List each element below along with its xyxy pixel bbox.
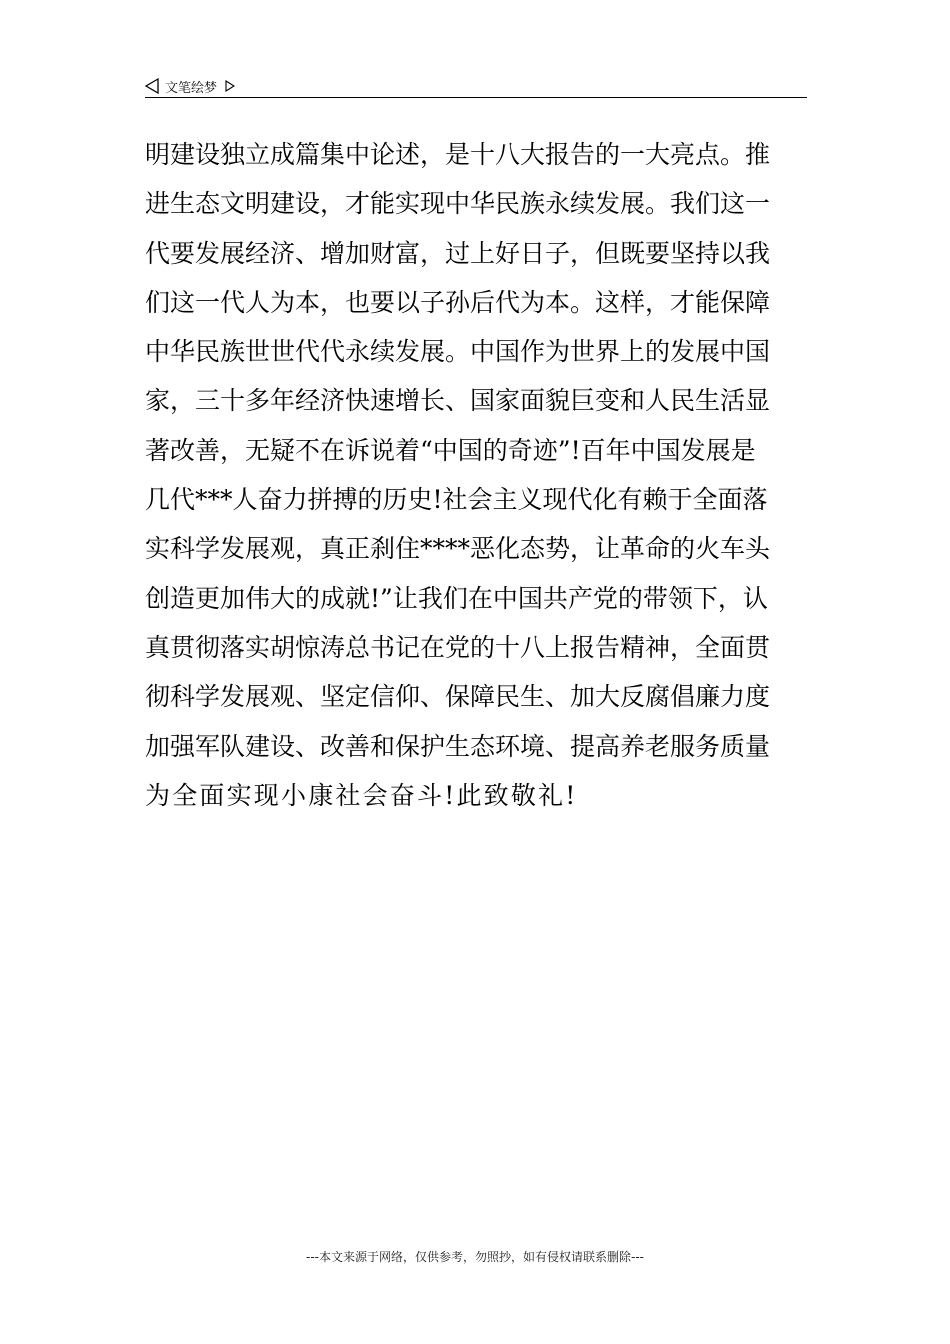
right-triangle-icon (225, 80, 235, 92)
body-text (145, 130, 807, 820)
header-row (145, 76, 235, 96)
body-line: 创造更加伟大的成就!”让我们在中国共产党的带领下，认 (145, 583, 768, 613)
body-line: 中华民族世世代代永续发展。中国作为世界上的发展中国 (145, 337, 771, 367)
body-line: 真贯彻落实胡惊涛总书记在党的十八上报告精神，全面贯 (145, 632, 771, 662)
body-line: 明建设独立成篇集中论述，是十八大报告的一大亮点。推 (145, 140, 771, 169)
body-line: 进生态文明建设，才能实现中华民族永续发展。我们这一 (145, 189, 771, 219)
body-line: 代要发展经济、增加财富，过上好日子，但既要坚持以我 (145, 238, 771, 268)
footer-note: ---本文来源于网络，仅供参考，勿照抄，如有侵权请联系删除--- (306, 1250, 644, 1264)
body-line: 实科学发展观，真正刹住****恶化态势，让革命的火车头 (145, 534, 771, 564)
body-line: 彻科学发展观、坚定信仰、保障民生、加大反腐倡廉力度 (145, 682, 771, 712)
header-title: 文笔绘梦 (165, 80, 218, 96)
body-line: 家，三十多年经济快速增长、国家面貌巨变和人民生活显 (145, 386, 771, 416)
left-triangle-icon (145, 78, 159, 94)
page-header (145, 72, 807, 98)
body-line: 加强军队建设、改善和保护生态环境、提高养老服务质量 (145, 731, 771, 761)
body-line: 著改善，无疑不在诉说着“中国的奇迹”!百年中国发展是 (145, 435, 756, 465)
body-line: 们这一代人为本，也要以子孙后代为本。这样，才能保障 (145, 287, 771, 317)
header-divider (145, 97, 807, 98)
body-line: 为全面实现小康社会奋斗!此致敬礼! (145, 780, 578, 810)
body-line: 几代***人奋力拼搏的历史!社会主义现代化有赖于全面落 (145, 485, 768, 515)
